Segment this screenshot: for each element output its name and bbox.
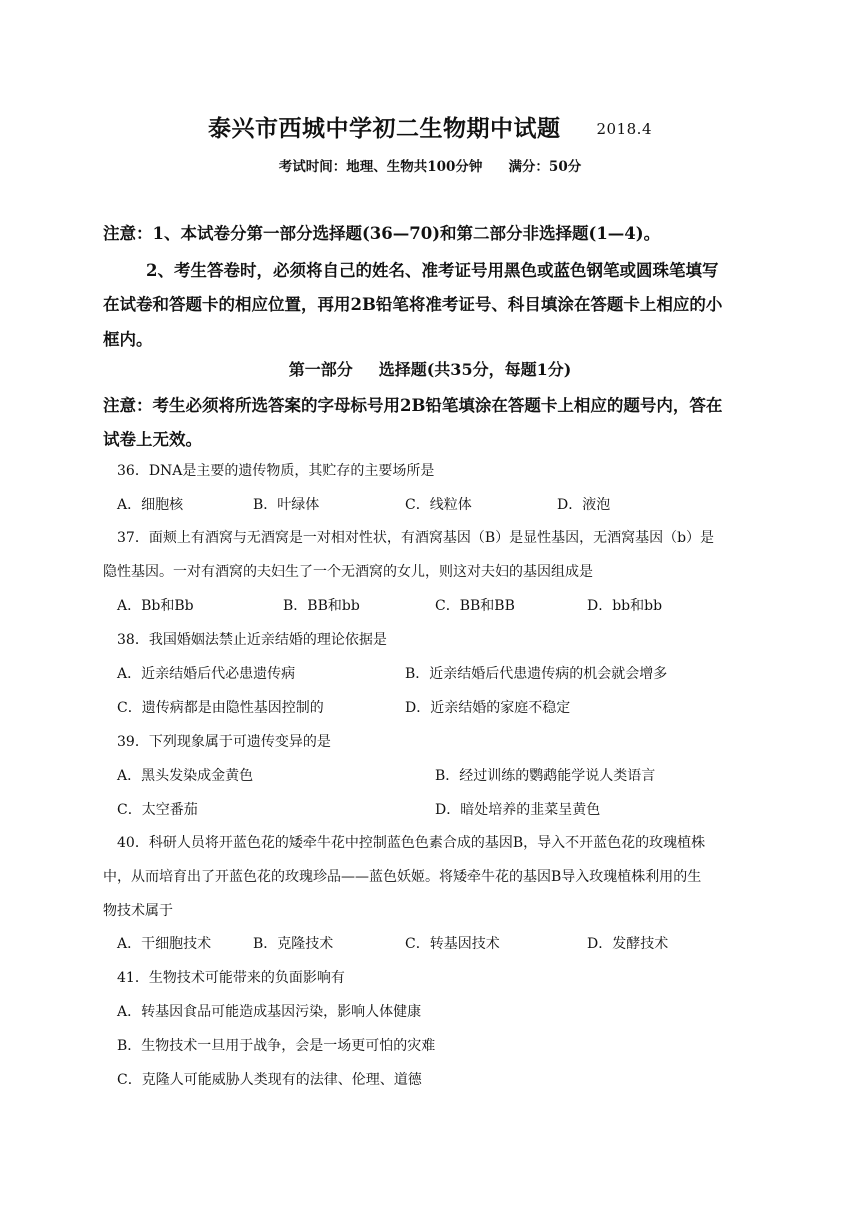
section-title: 选择题(共35分，每题1分) (378, 360, 572, 379)
q36-option-d: D．液泡 (557, 497, 611, 513)
q41-option-b: B．生物技术一旦用于战争，会是一场更可怕的灾难 (117, 1038, 436, 1054)
notice-line-1: 注意：1、本试卷分第一部分选择题(36—70)和第二部分非选择题(1—4)。 (103, 224, 661, 243)
exam-title (0, 110, 860, 143)
time-info: 考试时间：地理、生物共100分钟 (278, 159, 483, 175)
q38-option-b: B．近亲结婚后代患遗传病的机会就会增多 (405, 666, 668, 682)
q39-option-a: A．黑头发染成金黄色 (117, 768, 254, 784)
score-info: 满分：50分 (508, 159, 582, 175)
q37-option-a: A．Bb和Bb (117, 598, 194, 614)
q39-option-b: B．经过训练的鹦鹉能学说人类语言 (435, 768, 656, 784)
question-36-stem: 36．DNA是主要的遗传物质，其贮存的主要场所是 (117, 463, 435, 479)
notice-line-4: 框内。 (103, 330, 153, 349)
section-heading (0, 357, 860, 380)
q37-option-c: C．BB和BB (435, 598, 515, 614)
question-40-stem-2: 中，从而培育出了开蓝色花的玫瑰珍品——蓝色妖姬。将矮牵牛花的基因B导入玫瑰植株利用的生 (103, 869, 702, 885)
q40-option-d: D．发酵技术 (587, 936, 669, 952)
q41-option-a: A．转基因食品可能造成基因污染，影响人体健康 (117, 1004, 422, 1020)
section-note-2: 试卷上无效。 (103, 430, 202, 449)
q37-option-b: B．BB和bb (283, 598, 360, 614)
notice-line-2: 2、考生答卷时，必须将自己的姓名、准考证号用黑色或蓝色钢笔或圆珠笔填写 (146, 261, 719, 280)
q37-option-d: D．bb和bb (587, 598, 663, 614)
question-37-stem-2: 隐性基因。一对有酒窝的夫妇生了一个无酒窝的女儿，则这对夫妇的基因组成是 (103, 564, 593, 580)
exam-subtitle (0, 155, 860, 175)
question-39-stem: 39．下列现象属于可遗传变异的是 (117, 734, 331, 750)
q41-option-c: C．克隆人可能威胁人类现有的法律、伦理、道德 (117, 1072, 422, 1088)
q38-option-d: D．近亲结婚的家庭不稳定 (405, 700, 571, 716)
question-41-stem: 41．生物技术可能带来的负面影响有 (117, 970, 345, 986)
section-note-1: 注意：考生必须将所选答案的字母标号用2B铅笔填涂在答题卡上相应的题号内，答在 (103, 396, 723, 415)
q39-option-c: C．太空番茄 (117, 802, 198, 818)
q36-option-a: A．细胞核 (117, 497, 184, 513)
q36-option-b: B．叶绿体 (253, 497, 320, 513)
q38-option-c: C．遗传病都是由隐性基因控制的 (117, 700, 324, 716)
notice-line-3: 在试卷和答题卡的相应位置，再用2B铅笔将准考证号、科目填涂在答题卡上相应的小 (103, 295, 723, 314)
exam-date: 2018.4 (596, 120, 652, 138)
q40-option-b: B．克隆技术 (253, 936, 334, 952)
section-part: 第一部分 (288, 360, 353, 379)
q39-option-d: D．暗处培养的韭菜呈黄色 (435, 802, 601, 818)
q40-option-c: C．转基因技术 (405, 936, 500, 952)
question-37-stem-1: 37．面颊上有酒窝与无酒窝是一对相对性状，有酒窝基因（B）是显性基因，无酒窝基因（b）是 (117, 530, 715, 546)
question-40-stem-1: 40．科研人员将开蓝色花的矮牵牛花中控制蓝色色素合成的基因B，导入不开蓝色花的玫瑰植株 (117, 835, 706, 851)
question-38-stem: 38．我国婚姻法禁止近亲结婚的理论依据是 (117, 632, 387, 648)
q38-option-a: A．近亲结婚后代必患遗传病 (117, 666, 296, 682)
q40-option-a: A．干细胞技术 (117, 936, 212, 952)
title-text: 泰兴市西城中学初二生物期中试题 (208, 115, 561, 142)
q36-option-c: C．线粒体 (405, 497, 472, 513)
question-40-stem-3: 物技术属于 (103, 903, 173, 919)
